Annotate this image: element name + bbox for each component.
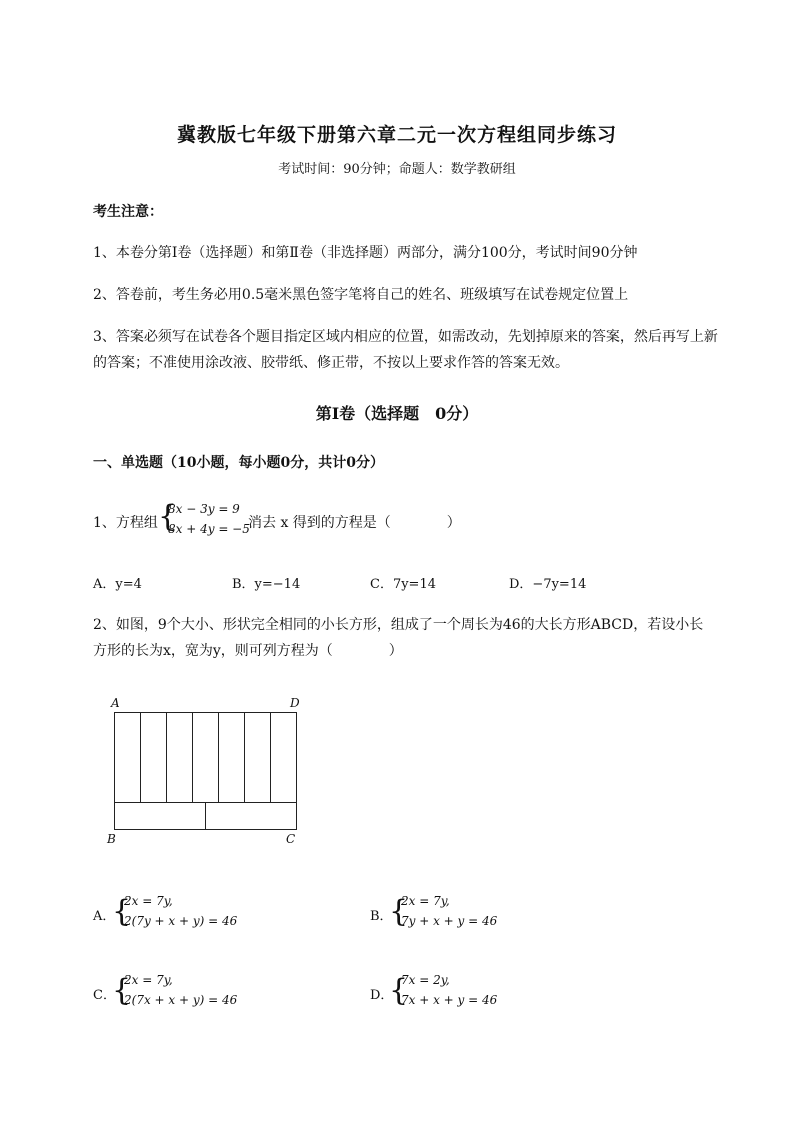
page-title: 冀教版七年级下册第六章二元一次方程组同步练习 [176, 124, 617, 146]
notice-heading: 考生注意： [93, 204, 163, 220]
part-heading: 一、单选题（10小题，每小题0分，共计0分） [93, 455, 384, 471]
q1-system [168, 499, 250, 539]
q2-line-2: 方形的长为x，宽为y，则可列方程为（ ） [93, 643, 403, 659]
q2-option-c-eq2: 2(7x + x + y) = 46 [124, 993, 238, 1007]
q2-figure [100, 692, 310, 852]
q1-option-a: A．y=4 [93, 577, 142, 592]
q2-option-c-brace: { [112, 973, 132, 1008]
q2-option-c-label: C． [93, 988, 116, 1003]
notice-item-3: 3、答案必须写在试卷各个题目指定区域内相应的位置，如需改动，先划掉原来的答案，然后再写上新 [93, 329, 718, 345]
notice-item-3-cont: 的答案；不准使用涂改液、胶带纸、修正带，不按以上要求作答的答案无效。 [93, 355, 569, 371]
q2-option-b-brace: { [389, 894, 409, 929]
q2-option-b-label: B． [370, 909, 393, 924]
q2-option-c-system [124, 970, 237, 1010]
q1-brace: { [158, 499, 178, 534]
q1-prefix: 1、方程组 [93, 515, 158, 531]
label-b: B [107, 832, 116, 846]
q2-option-b-eq2: 7y + x + y = 46 [401, 914, 498, 928]
label-d: D [290, 696, 300, 710]
exam-info: 考试时间：90分钟；命题人：数学教研组 [278, 162, 516, 177]
q2-option-b-system [401, 891, 497, 931]
label-c: C [286, 832, 296, 846]
q2-option-a-brace: { [112, 894, 132, 929]
q1-eq2: 8x + 4y = −5 [168, 522, 250, 536]
section-title: 第Ⅰ卷（选择题 0分） [315, 404, 479, 423]
q1-option-b: B．y=−14 [232, 577, 301, 592]
q2-option-a-eq1: 2x = 7y, [124, 894, 173, 908]
q2-option-a-system [124, 891, 237, 931]
q1-suffix: 消去 x 得到的方程是（ ） [248, 515, 461, 531]
q2-option-d-label: D． [370, 988, 394, 1003]
q2-option-a-eq2: 2(7y + x + y) = 46 [124, 914, 238, 928]
q2-line-1: 2、如图，9个大小、形状完全相同的小长方形，组成了一个周长为46的大长方形ABCD，若设小长 [93, 617, 704, 633]
q2-option-d-system [401, 970, 497, 1010]
q2-option-d-brace: { [389, 973, 409, 1008]
q2-option-c-eq1: 2x = 7y, [124, 973, 173, 987]
label-a: A [111, 696, 120, 710]
q2-option-b-eq1: 2x = 7y, [401, 894, 450, 908]
q1-option-c: C．7y=14 [370, 577, 436, 592]
q2-option-d-eq1: 7x = 2y, [401, 973, 450, 987]
q2-option-d-eq2: 7x + x + y = 46 [401, 993, 498, 1007]
q1-option-d: D．−7y=14 [509, 577, 587, 592]
notice-item-1: 1、本卷分第Ⅰ卷（选择题）和第Ⅱ卷（非选择题）两部分，满分100分，考试时间90分钟 [93, 245, 638, 261]
notice-item-2: 2、答卷前，考生务必用0.5毫米黑色签字笔将自己的姓名、班级填写在试卷规定位置上 [93, 287, 629, 303]
q2-option-a-label: A． [93, 909, 116, 924]
q1-eq1: 8x − 3y = 9 [168, 502, 240, 516]
